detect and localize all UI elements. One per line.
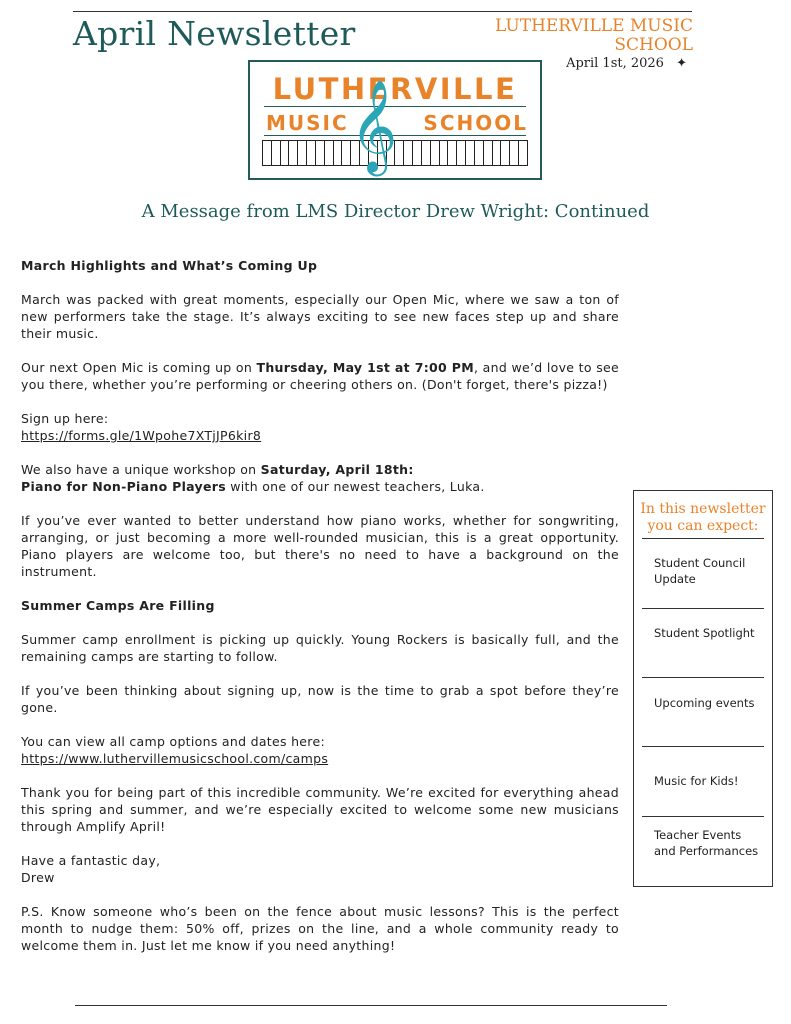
date-text: April 1st, 2026 — [566, 56, 664, 71]
school-name-line1: LUTHERVILLE MUSIC — [495, 16, 693, 36]
section-heading-summer-camps: Summer Camps Are Filling — [21, 598, 215, 613]
camps-block — [21, 733, 619, 767]
top-rule — [73, 11, 692, 12]
logo-school-word: SCHOOL — [423, 111, 528, 135]
sidebar-divider — [642, 608, 764, 609]
workshop-date: Saturday, April 18th: — [260, 462, 414, 477]
open-mic-date: Thursday, May 1st at 7:00 PM — [256, 360, 474, 375]
sidebar-item-teacher-events: Teacher Events and Performances — [654, 828, 759, 858]
newsletter-contents-sidebar — [633, 490, 773, 887]
camps-label: You can view all camp options and dates here: — [21, 734, 325, 749]
text-span: We also have a unique workshop on — [21, 462, 261, 477]
signup-block — [21, 410, 619, 444]
paragraph-ps: P.S. Know someone who’s been on the fence about music lessons? This is the perfect month to nudge them: 50% off, prizes on the line, and a whole community ready to welcome them in. Just let me know if you need anything! — [21, 904, 619, 953]
sidebar-divider — [642, 746, 764, 747]
school-logo — [248, 60, 542, 180]
signup-label: Sign up here: — [21, 411, 109, 426]
sidebar-item-music-for-kids: Music for Kids! — [654, 774, 739, 788]
camps-link[interactable]: https://www.luthervillemusicschool.com/camps — [21, 751, 329, 766]
school-name — [495, 17, 693, 55]
sidebar-divider — [642, 816, 764, 817]
letter-body — [21, 257, 619, 971]
newsletter-title: April Newsletter — [73, 14, 356, 53]
sidebar-item-upcoming-events: Upcoming events — [654, 696, 755, 710]
text-span: , and we’d love to see you there, whether you’re performing or cheering others on. (Don't forget, there's pizza!) — [21, 360, 619, 392]
signoff — [21, 852, 619, 886]
signup-link[interactable]: https://forms.gle/1Wpohe7XTjJP6kir8 — [21, 428, 262, 443]
paragraph-workshop-details: If you’ve ever wanted to better understand how piano works, whether for songwriting, arranging, or just becoming a more well-rounded musician, this is a great opportunity. Piano players are welcome too, but there's no need to have a background on the instrument. — [21, 513, 619, 579]
sidebar-item-student-council: Student Council Update — [654, 556, 746, 586]
signoff-line: Have a fantastic day, — [21, 853, 161, 868]
workshop-title: Piano for Non-Piano Players — [21, 479, 226, 494]
treble-clef-icon: 𝄞 — [350, 79, 398, 172]
paragraph-camp-signup: If you’ve been thinking about signing up, now is the time to grab a spot before they’re gone. — [21, 683, 619, 715]
sidebar-divider — [642, 677, 764, 678]
paragraph-workshop — [21, 461, 619, 495]
sidebar-heading-line1: In this newsletter — [640, 501, 766, 517]
sidebar-divider — [642, 538, 764, 539]
paragraph-next-open-mic — [21, 359, 619, 393]
sidebar-heading-line2: you can expect: — [647, 518, 759, 534]
sidebar-heading — [634, 501, 772, 535]
logo-music-word: MUSIC — [266, 111, 349, 135]
text-span: Our next Open Mic is coming up on — [21, 360, 257, 375]
sidebar-item-student-spotlight: Student Spotlight — [654, 626, 755, 640]
issue-date — [566, 56, 687, 71]
school-name-line2: SCHOOL — [614, 35, 693, 55]
star-icon: ✦ — [676, 56, 687, 71]
section-heading-march: March Highlights and What’s Coming Up — [21, 258, 318, 273]
bottom-rule — [75, 1005, 667, 1006]
paragraph-thank-you: Thank you for being part of this incredible community. We’re excited for everything ahead this spring and summer, and we’re especially excited to welcome some new musicians through Amplify April! — [21, 785, 619, 834]
paragraph-camp-enrollment: Summer camp enrollment is picking up quickly. Young Rockers is basically full, and the remaining camps are starting to follow. — [21, 632, 619, 664]
signoff-name: Drew — [21, 870, 55, 885]
text-span: with one of our newest teachers, Luka. — [225, 479, 485, 494]
logo-top-word: LUTHERVILLE — [272, 72, 518, 106]
message-heading: A Message from LMS Director Drew Wright: Continued — [141, 201, 650, 222]
paragraph-open-mic-recap: March was packed with great moments, especially our Open Mic, where we saw a ton of new performers take the stage. It’s always exciting to see new faces step up and share their music. — [21, 292, 619, 341]
